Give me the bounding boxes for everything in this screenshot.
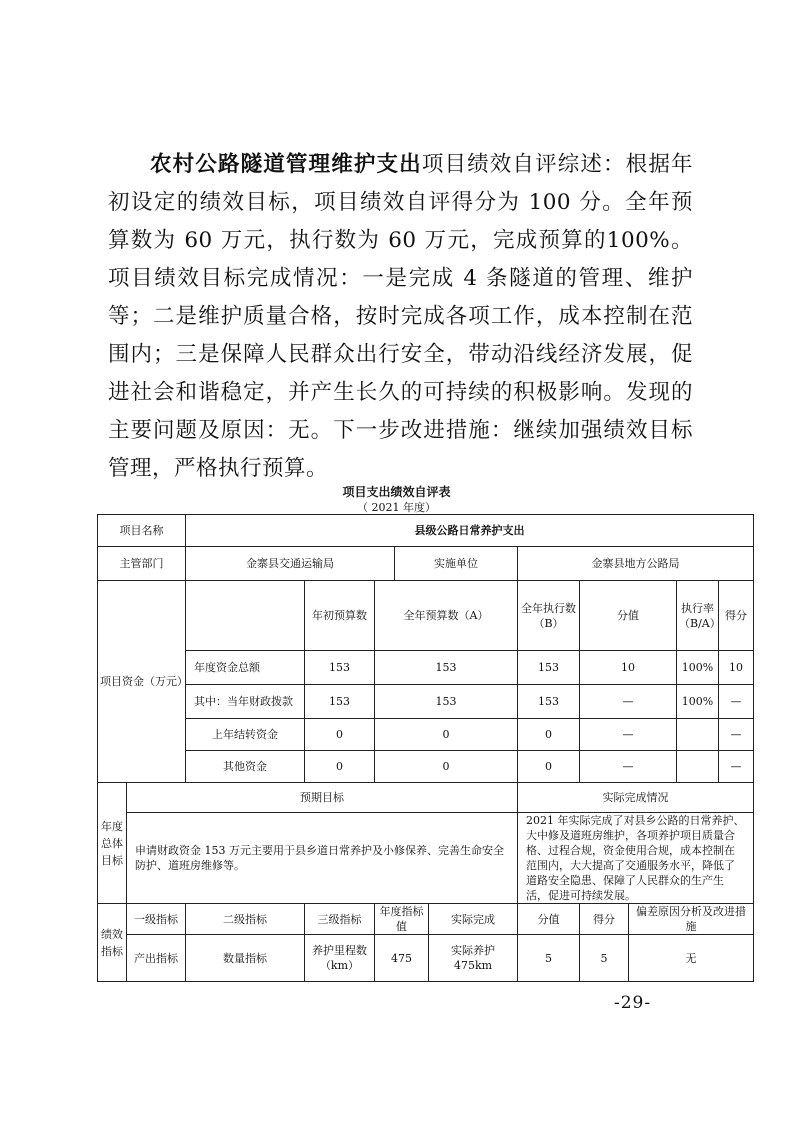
cell-score: — [719, 685, 754, 719]
cell-annual: 0 [375, 719, 518, 751]
dept-value: 金寨县交通运输局 [186, 547, 395, 581]
project-title: 农村公路隧道管理维护支出 [150, 152, 422, 177]
cell-rate: 100% [677, 651, 719, 685]
cell-rate: 100% [677, 685, 719, 719]
header-initial: 年初预算数 [305, 581, 375, 651]
annual-goal-label: 年度总体目标 [98, 783, 127, 904]
cell-annual: 0 [375, 751, 518, 783]
row-label: 其他资金 [186, 751, 305, 783]
ind-header-level1: 一级指标 [127, 904, 186, 935]
project-name: 县级公路日常养护支出 [186, 515, 754, 547]
cell-executed: 0 [518, 719, 580, 751]
row-label: 其中：当年财政拨款 [186, 685, 305, 719]
ind-level1: 产出指标 [127, 935, 186, 982]
ind-level3: 养护里程数（km） [305, 935, 375, 982]
cell-weight: — [580, 751, 677, 783]
page-number: -29- [614, 993, 652, 1013]
summary-paragraph [108, 146, 693, 488]
ind-header-weight: 分值 [518, 904, 580, 935]
cell-executed: 0 [518, 751, 580, 783]
cell-score: 10 [719, 651, 754, 685]
ind-header-analysis: 偏差原因分析及改进措施 [629, 904, 754, 935]
table-row [98, 935, 754, 982]
cell-initial: 153 [305, 685, 375, 719]
table-row [98, 751, 754, 783]
table-row [98, 515, 754, 547]
table-row [98, 904, 754, 935]
row-label: 年度资金总额 [186, 651, 305, 685]
ind-level2: 数量指标 [186, 935, 305, 982]
table-row [98, 651, 754, 685]
table-subtitle: （ 2021 年度） [357, 501, 436, 514]
ind-actual: 实际养护 475km [429, 935, 518, 982]
table-row [98, 783, 754, 813]
ind-header-target: 年度指标值 [375, 904, 429, 935]
funds-label: 项目资金（万元） [98, 581, 186, 783]
blank-cell [186, 581, 305, 651]
cell-weight: 10 [580, 651, 677, 685]
actual-goal-text: 2021 年实际完成了对县乡公路的日常养护、大中修及道班房维护，各项养护项目质量合格、过程合规，资金使用合规，成本控制在范围内，大大提高了交通服务水平，降低了道路安全隐患、保障了人民群众的生产生活，促进可持续发展。 [518, 813, 754, 904]
actual-goal-header: 实际完成情况 [518, 783, 754, 813]
cell-initial: 0 [305, 751, 375, 783]
table-title: 项目支出绩效自评表 [342, 485, 451, 499]
cell-executed: 153 [518, 651, 580, 685]
cell-rate [677, 719, 719, 751]
header-score: 得分 [719, 581, 754, 651]
cell-initial: 153 [305, 651, 375, 685]
table-row [98, 719, 754, 751]
row-label: 上年结转资金 [186, 719, 305, 751]
ind-header-actual: 实际完成 [429, 904, 518, 935]
ind-header-score: 得分 [580, 904, 629, 935]
cell-score: — [719, 751, 754, 783]
ind-analysis: 无 [629, 935, 754, 982]
dept-label: 主管部门 [98, 547, 186, 581]
expected-goal-header: 预期目标 [127, 783, 518, 813]
impl-label: 实施单位 [395, 547, 518, 581]
impl-value: 金寨县地方公路局 [518, 547, 754, 581]
ind-score: 5 [580, 935, 629, 982]
table-row [98, 685, 754, 719]
header-executed: 全年执行数（B） [518, 581, 580, 651]
cell-initial: 0 [305, 719, 375, 751]
expected-goal-text: 申请财政资金 153 万元主要用于县乡道日常养护及小修保养、完善生命安全防护、道班房维修等。 [127, 813, 518, 904]
cell-rate [677, 751, 719, 783]
ind-weight: 5 [518, 935, 580, 982]
cell-annual: 153 [375, 685, 518, 719]
header-weight: 分值 [580, 581, 677, 651]
indicator-label: 绩效指标 [98, 904, 127, 982]
ind-header-level3: 三级指标 [305, 904, 375, 935]
cell-annual: 153 [375, 651, 518, 685]
summary-body: 项目绩效自评综述：根据年初设定的绩效目标，项目绩效自评得分为 100 分。全年预算数为 60 万元，执行数为 60 万元，完成预算的100%。项目绩效目标完成情况：一是完成 4 条隧道的管理、维护等；二是维护质量合格，按时完成各项工作，成本控制在范围内；三是保障人民群众出行安全，带动沿线经济发展，促进社会和谐稳定，并产生长久的可持续的积极影响。发现的主要问题及原因：无。下一步改进措施：继续加强绩效目标管理，严格执行预算。 [108, 152, 693, 481]
cell-executed: 153 [518, 685, 580, 719]
table-row [98, 813, 754, 904]
ind-header-level2: 二级指标 [186, 904, 305, 935]
table-row [98, 581, 754, 651]
project-name-label: 项目名称 [98, 515, 186, 547]
ind-target: 475 [375, 935, 429, 982]
cell-weight: — [580, 719, 677, 751]
header-rate: 执行率（B/A） [677, 581, 719, 651]
cell-weight: — [580, 685, 677, 719]
header-annual: 全年预算数（A） [375, 581, 518, 651]
cell-score: — [719, 719, 754, 751]
evaluation-table [97, 514, 753, 972]
table-row [98, 547, 754, 581]
